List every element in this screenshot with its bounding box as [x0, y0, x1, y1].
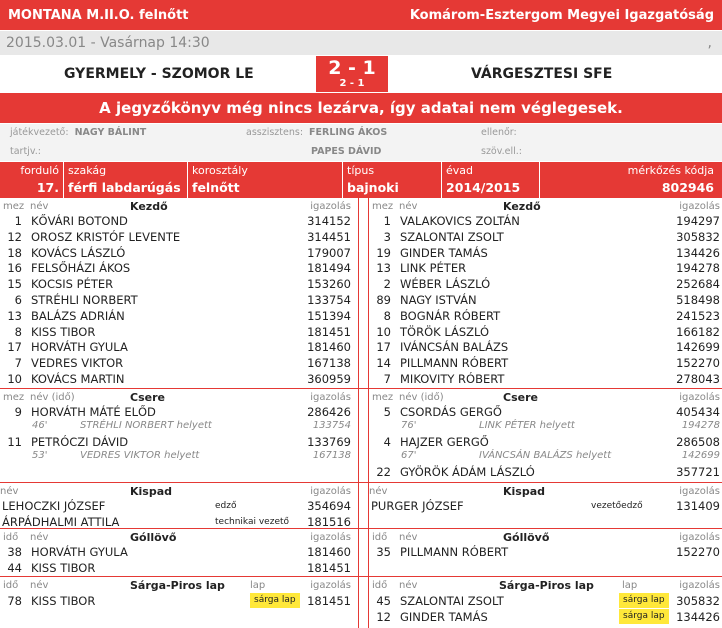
section-title: Csere	[503, 391, 538, 404]
player-name: MIKOVITY RÓBERT	[400, 372, 505, 386]
player-id: 133754	[307, 293, 351, 307]
player-id: 405434	[676, 405, 720, 419]
player-name: IVÁNCSÁN BALÁZS	[400, 340, 509, 355]
controller-label: ellenőr:	[481, 127, 517, 138]
header-col-lap: lap	[250, 580, 266, 591]
player-number: 38	[7, 545, 22, 559]
header-col-1: mez	[3, 201, 25, 212]
player-id: 278043	[676, 372, 720, 386]
header-col-lap: lap	[622, 580, 638, 591]
player-id: 194297	[676, 214, 720, 228]
away-goal-row[interactable]	[369, 544, 722, 560]
assistant-label: asszisztens:	[246, 127, 304, 138]
player-number: 17	[376, 340, 391, 355]
home-goal-row[interactable]	[0, 560, 353, 576]
sub-replaced: LINK PÉTER helyett	[479, 420, 575, 431]
player-name: TÖRÖK LÁSZLÓ	[400, 324, 490, 339]
player-id: 518498	[676, 293, 720, 307]
sub-minute: 46'	[32, 420, 48, 431]
bench-id: 131409	[676, 499, 720, 513]
player-number: 12	[376, 610, 391, 624]
bench-role: vezetőedző	[591, 501, 643, 511]
player-number: 9	[14, 405, 22, 419]
player-name: SZALONTAI ZSOLT	[400, 229, 504, 244]
player-number: 7	[383, 372, 391, 386]
player-id: 286426	[307, 405, 351, 419]
away-starter-row[interactable]	[369, 339, 722, 355]
home-starter-row[interactable]	[0, 371, 353, 387]
player-name: GINDER TAMÁS	[400, 245, 488, 260]
final-score: 2 - 1	[328, 57, 376, 79]
player-name: PILLMANN RÓBERT	[400, 356, 509, 371]
away-yellow-card-badge: sárga lap	[619, 609, 669, 624]
home-team[interactable]: GYERMELY - SZOMOR LE	[64, 66, 254, 82]
player-id: 134426	[676, 610, 720, 624]
player-number: 13	[7, 308, 22, 323]
player-name: KISS TIBOR	[31, 324, 96, 339]
sub-replaced-id: 133754	[312, 420, 351, 431]
player-number: 19	[376, 245, 391, 260]
referee-label: játékvezető:	[10, 127, 69, 138]
header-col-3: igazolás	[679, 201, 720, 212]
away-yellow-card-badge: sárga lap	[619, 593, 669, 608]
section-header	[369, 578, 722, 594]
player-id: 357721	[676, 465, 720, 479]
controller-cell	[481, 127, 517, 138]
section-title: Sárga-Piros lap	[130, 579, 225, 592]
sub-replaced: STRÉHLI NORBERT helyett	[80, 420, 212, 431]
bench-name: LEHOCZKI JÓZSEF	[2, 499, 106, 513]
player-id: 166182	[676, 324, 720, 339]
branch-label: szakág	[68, 164, 107, 177]
away-starter-row[interactable]	[369, 324, 722, 340]
player-id: 167138	[307, 356, 351, 371]
home-starter-row[interactable]	[0, 229, 353, 245]
player-number: 1	[383, 214, 391, 228]
player-number: 22	[376, 465, 391, 479]
player-name: VALAKOVICS ZOLTÁN	[400, 214, 520, 228]
sub-replaced: VEDRES VIKTOR helyett	[80, 450, 200, 461]
player-number: 18	[7, 245, 22, 260]
bench-id: 181516	[307, 514, 351, 529]
home-starter-row[interactable]	[0, 339, 353, 355]
away-starter-row[interactable]	[369, 229, 722, 245]
sub-replaced-id: 194278	[681, 420, 720, 431]
officials-panel	[0, 124, 722, 161]
header-col-3: igazolás	[310, 532, 351, 543]
player-id: 181451	[307, 324, 351, 339]
player-id: 181451	[307, 561, 351, 575]
player-id: 151394	[307, 308, 351, 323]
header-col-1: idő	[3, 580, 19, 591]
referee-name: NAGY BÁLINT	[74, 127, 147, 138]
header-col-2: név	[399, 532, 418, 543]
player-name: BALÁZS ADRIÁN	[31, 308, 125, 323]
sub-replaced-id: 142699	[681, 450, 720, 461]
player-id: 133769	[307, 435, 351, 449]
player-number: 45	[376, 594, 391, 608]
match-date: 2015.03.01 - Vasárnap 14:30	[6, 35, 210, 51]
player-name: CSORDÁS GERGŐ	[400, 405, 502, 419]
bench-name: PURGER JÓZSEF	[371, 499, 464, 513]
player-number: 8	[383, 308, 391, 323]
home-card-row[interactable]	[0, 593, 353, 609]
not-final-warning: A jegyzőkönyv még nincs lezárva, így adatai nem véglegesek.	[0, 93, 722, 123]
type-value: bajnoki	[347, 180, 399, 195]
bench-name: ÁRPÁDHALMI ATTILA	[2, 514, 120, 529]
row-divider	[0, 482, 722, 483]
player-id: 142699	[676, 340, 720, 355]
assistant2-cell	[305, 146, 381, 157]
home-bench-row[interactable]	[0, 498, 353, 514]
home-starter-row[interactable]	[0, 292, 353, 308]
date-right: ,	[707, 35, 712, 51]
home-starter-row[interactable]	[0, 355, 353, 371]
away-starter-row[interactable]	[369, 213, 722, 229]
round-cell	[0, 162, 63, 198]
home-goal-row[interactable]	[0, 544, 353, 560]
header-col-1: idő	[3, 532, 19, 543]
player-name: OROSZ KRISTÓF LEVENTE	[31, 229, 181, 244]
home-yellow-card-badge: sárga lap	[250, 593, 300, 608]
player-number: 44	[7, 561, 22, 575]
player-name: NAGY ISTVÁN	[400, 293, 477, 307]
section-title: Góllövő	[130, 531, 177, 544]
player-number: 10	[7, 372, 22, 386]
away-card-row[interactable]	[369, 593, 722, 609]
away-sub-detail	[369, 448, 722, 463]
home-sub-detail	[0, 418, 353, 433]
referee-cell	[10, 127, 146, 138]
date-bar	[0, 31, 722, 55]
away-bench-row[interactable]	[369, 498, 722, 514]
assistant2-name: PAPES DÁVID	[311, 146, 382, 157]
halftime-score: 2 - 1	[339, 78, 365, 89]
player-id: 181460	[307, 545, 351, 559]
player-name: SZALONTAI ZSOLT	[400, 594, 504, 608]
header-col-3: igazolás	[679, 392, 720, 403]
type-label: típus	[347, 164, 375, 177]
home-starter-row[interactable]	[0, 276, 353, 292]
player-id: 252684	[676, 277, 720, 292]
header-col-1: idő	[372, 532, 388, 543]
player-name: GINDER TAMÁS	[400, 610, 488, 624]
player-id: 314152	[307, 214, 351, 228]
player-number: 3	[383, 229, 391, 244]
player-name: KOVÁCS LÁSZLÓ	[31, 245, 126, 260]
home-sub-detail	[0, 448, 353, 463]
header-col-2: név	[369, 486, 388, 497]
section-title: Kezdő	[503, 200, 541, 213]
player-name: PETRÓCZI DÁVID	[31, 435, 129, 449]
teams-row	[0, 56, 722, 92]
assistant1-name: FERLING ÁKOS	[309, 127, 388, 138]
player-number: 17	[7, 340, 22, 355]
tartjv-label: tartjv.:	[10, 146, 41, 157]
player-id: 181451	[307, 594, 351, 608]
row-divider	[0, 388, 722, 389]
header-col-1: idő	[372, 580, 388, 591]
player-name: STRÉHLI NORBERT	[31, 293, 138, 307]
away-card-row[interactable]	[369, 609, 722, 625]
header-col-2: név	[30, 580, 49, 591]
header-col-2: név	[399, 201, 418, 212]
player-name: KOCSIS PÉTER	[31, 277, 114, 292]
player-id: 152270	[676, 545, 720, 559]
season-cell	[441, 162, 539, 198]
section-title: Kezdő	[130, 200, 168, 213]
home-starter-row[interactable]	[0, 308, 353, 324]
player-number: 5	[383, 405, 391, 419]
bench-id: 354694	[307, 499, 351, 513]
player-name: HAJZER GERGŐ	[400, 435, 489, 449]
tartjv-cell	[10, 146, 41, 157]
player-name: KŐVÁRI BOTOND	[31, 214, 128, 228]
sub-minute: 67'	[401, 450, 417, 461]
player-number: 15	[7, 277, 22, 292]
away-sub-row[interactable]	[369, 464, 722, 480]
player-number: 8	[14, 324, 22, 339]
header-col-2: név	[30, 201, 49, 212]
player-name: HORVÁTH MÁTÉ ELŐD	[31, 405, 156, 419]
header-col-2: név	[0, 486, 19, 497]
header-col-3: igazolás	[310, 201, 351, 212]
away-starter-row[interactable]	[369, 276, 722, 292]
player-name: KOVÁCS MARTIN	[31, 372, 125, 386]
player-number: 13	[376, 261, 391, 276]
header-col-3: igazolás	[679, 486, 720, 497]
age-label: korosztály	[192, 164, 248, 177]
section-title: Kispad	[130, 485, 173, 498]
header-col-3: igazolás	[310, 486, 351, 497]
player-id: 194278	[676, 261, 720, 276]
player-number: 7	[14, 356, 22, 371]
sub-minute: 76'	[401, 420, 417, 431]
player-name: HORVÁTH GYULA	[31, 545, 128, 559]
header-col-2: név	[399, 580, 418, 591]
player-number: 10	[376, 324, 391, 339]
player-id: 181494	[307, 261, 351, 276]
round-label: forduló	[20, 164, 59, 177]
round-value: 17.	[36, 180, 59, 195]
season-value: 2014/2015	[446, 180, 521, 195]
branch-value: férfi labdarúgás	[68, 180, 181, 195]
player-name: GYÖRÖK ÁDÁM LÁSZLÓ	[400, 465, 535, 479]
type-cell	[342, 162, 441, 198]
bench-role: edző	[215, 501, 237, 511]
player-name: LINK PÉTER	[400, 261, 467, 276]
section-header	[0, 578, 353, 594]
directorate-title: Komárom-Esztergom Megyei Igazgatóság	[409, 7, 714, 23]
player-number: 6	[14, 293, 22, 307]
bench-role: technikai vezető	[215, 516, 290, 527]
age-cell	[187, 162, 342, 198]
away-starter-row[interactable]	[369, 308, 722, 324]
header-col-2: név (idő)	[399, 392, 444, 403]
player-id: 153260	[307, 277, 351, 292]
player-name: KISS TIBOR	[31, 594, 96, 608]
assistant-cell	[246, 127, 387, 138]
player-id: 314451	[307, 229, 351, 244]
section-title: Sárga-Piros lap	[499, 579, 594, 592]
competition-title: MONTANA M.II.O. felnőtt	[8, 7, 189, 23]
away-starter-row[interactable]	[369, 355, 722, 371]
section-title: Csere	[130, 391, 165, 404]
szov-label: szöv.ell.:	[481, 146, 522, 157]
age-value: felnőtt	[192, 180, 240, 195]
player-id: 241523	[676, 308, 720, 323]
away-starter-row[interactable]	[369, 371, 722, 387]
header-col-2: név (idő)	[30, 392, 75, 403]
away-starter-row[interactable]	[369, 260, 722, 276]
player-name: VEDRES VIKTOR	[31, 356, 124, 371]
header-col-1: mez	[3, 392, 25, 403]
player-number: 4	[383, 435, 391, 449]
header-bar	[0, 0, 722, 30]
player-id: 152270	[676, 356, 720, 371]
sub-minute: 53'	[32, 450, 48, 461]
away-team[interactable]: VÁRGESZTESI SFE	[471, 66, 613, 82]
player-id: 179007	[307, 245, 351, 260]
player-number: 35	[376, 545, 391, 559]
section-title: Kispad	[503, 485, 546, 498]
player-name: PILLMANN RÓBERT	[400, 545, 509, 559]
row-divider	[0, 528, 722, 529]
code-label: mérkőzés kódja	[627, 164, 714, 177]
player-name: FELSŐHÁZI ÁKOS	[31, 261, 131, 276]
header-col-1: mez	[372, 392, 394, 403]
player-id: 181460	[307, 340, 351, 355]
player-number: 16	[7, 261, 22, 276]
sub-replaced-id: 167138	[312, 450, 351, 461]
player-name: KISS TIBOR	[31, 561, 96, 575]
player-id: 286508	[676, 435, 720, 449]
code-cell	[539, 162, 722, 198]
match-info-bar	[0, 162, 722, 198]
player-id: 305832	[676, 594, 720, 608]
away-sub-detail	[369, 418, 722, 433]
sub-replaced: IVÁNCSÁN BALÁZS helyett	[479, 450, 612, 461]
player-id: 360959	[307, 372, 351, 386]
home-starter-row[interactable]	[0, 213, 353, 229]
season-label: évad	[446, 164, 474, 177]
player-number: 78	[7, 594, 22, 608]
home-starter-row[interactable]	[0, 245, 353, 261]
branch-cell	[63, 162, 187, 198]
szov-cell	[481, 146, 522, 157]
away-starter-row[interactable]	[369, 292, 722, 308]
header-col-1: mez	[372, 201, 394, 212]
player-name: WÉBER LÁSZLÓ	[400, 277, 491, 292]
header-col-3: igazolás	[679, 580, 720, 591]
row-divider	[0, 576, 722, 577]
header-col-3: igazolás	[679, 532, 720, 543]
away-starter-row[interactable]	[369, 245, 722, 261]
player-number: 11	[7, 435, 22, 449]
player-number: 14	[376, 356, 391, 371]
code-value: 802946	[661, 180, 714, 195]
player-number: 89	[376, 293, 391, 307]
player-number: 12	[7, 229, 22, 244]
player-name: HORVÁTH GYULA	[31, 340, 128, 355]
player-number: 2	[383, 277, 391, 292]
home-starter-row[interactable]	[0, 324, 353, 340]
home-starter-row[interactable]	[0, 260, 353, 276]
header-col-3: igazolás	[310, 392, 351, 403]
header-col-2: név	[30, 532, 49, 543]
section-title: Góllövő	[503, 531, 550, 544]
player-name: BOGNÁR RÓBERT	[400, 308, 501, 323]
column-divider	[358, 198, 359, 628]
player-number: 1	[14, 214, 22, 228]
player-id: 134426	[676, 245, 720, 260]
score-box	[316, 56, 388, 92]
player-id: 305832	[676, 229, 720, 244]
header-col-3: igazolás	[310, 580, 351, 591]
